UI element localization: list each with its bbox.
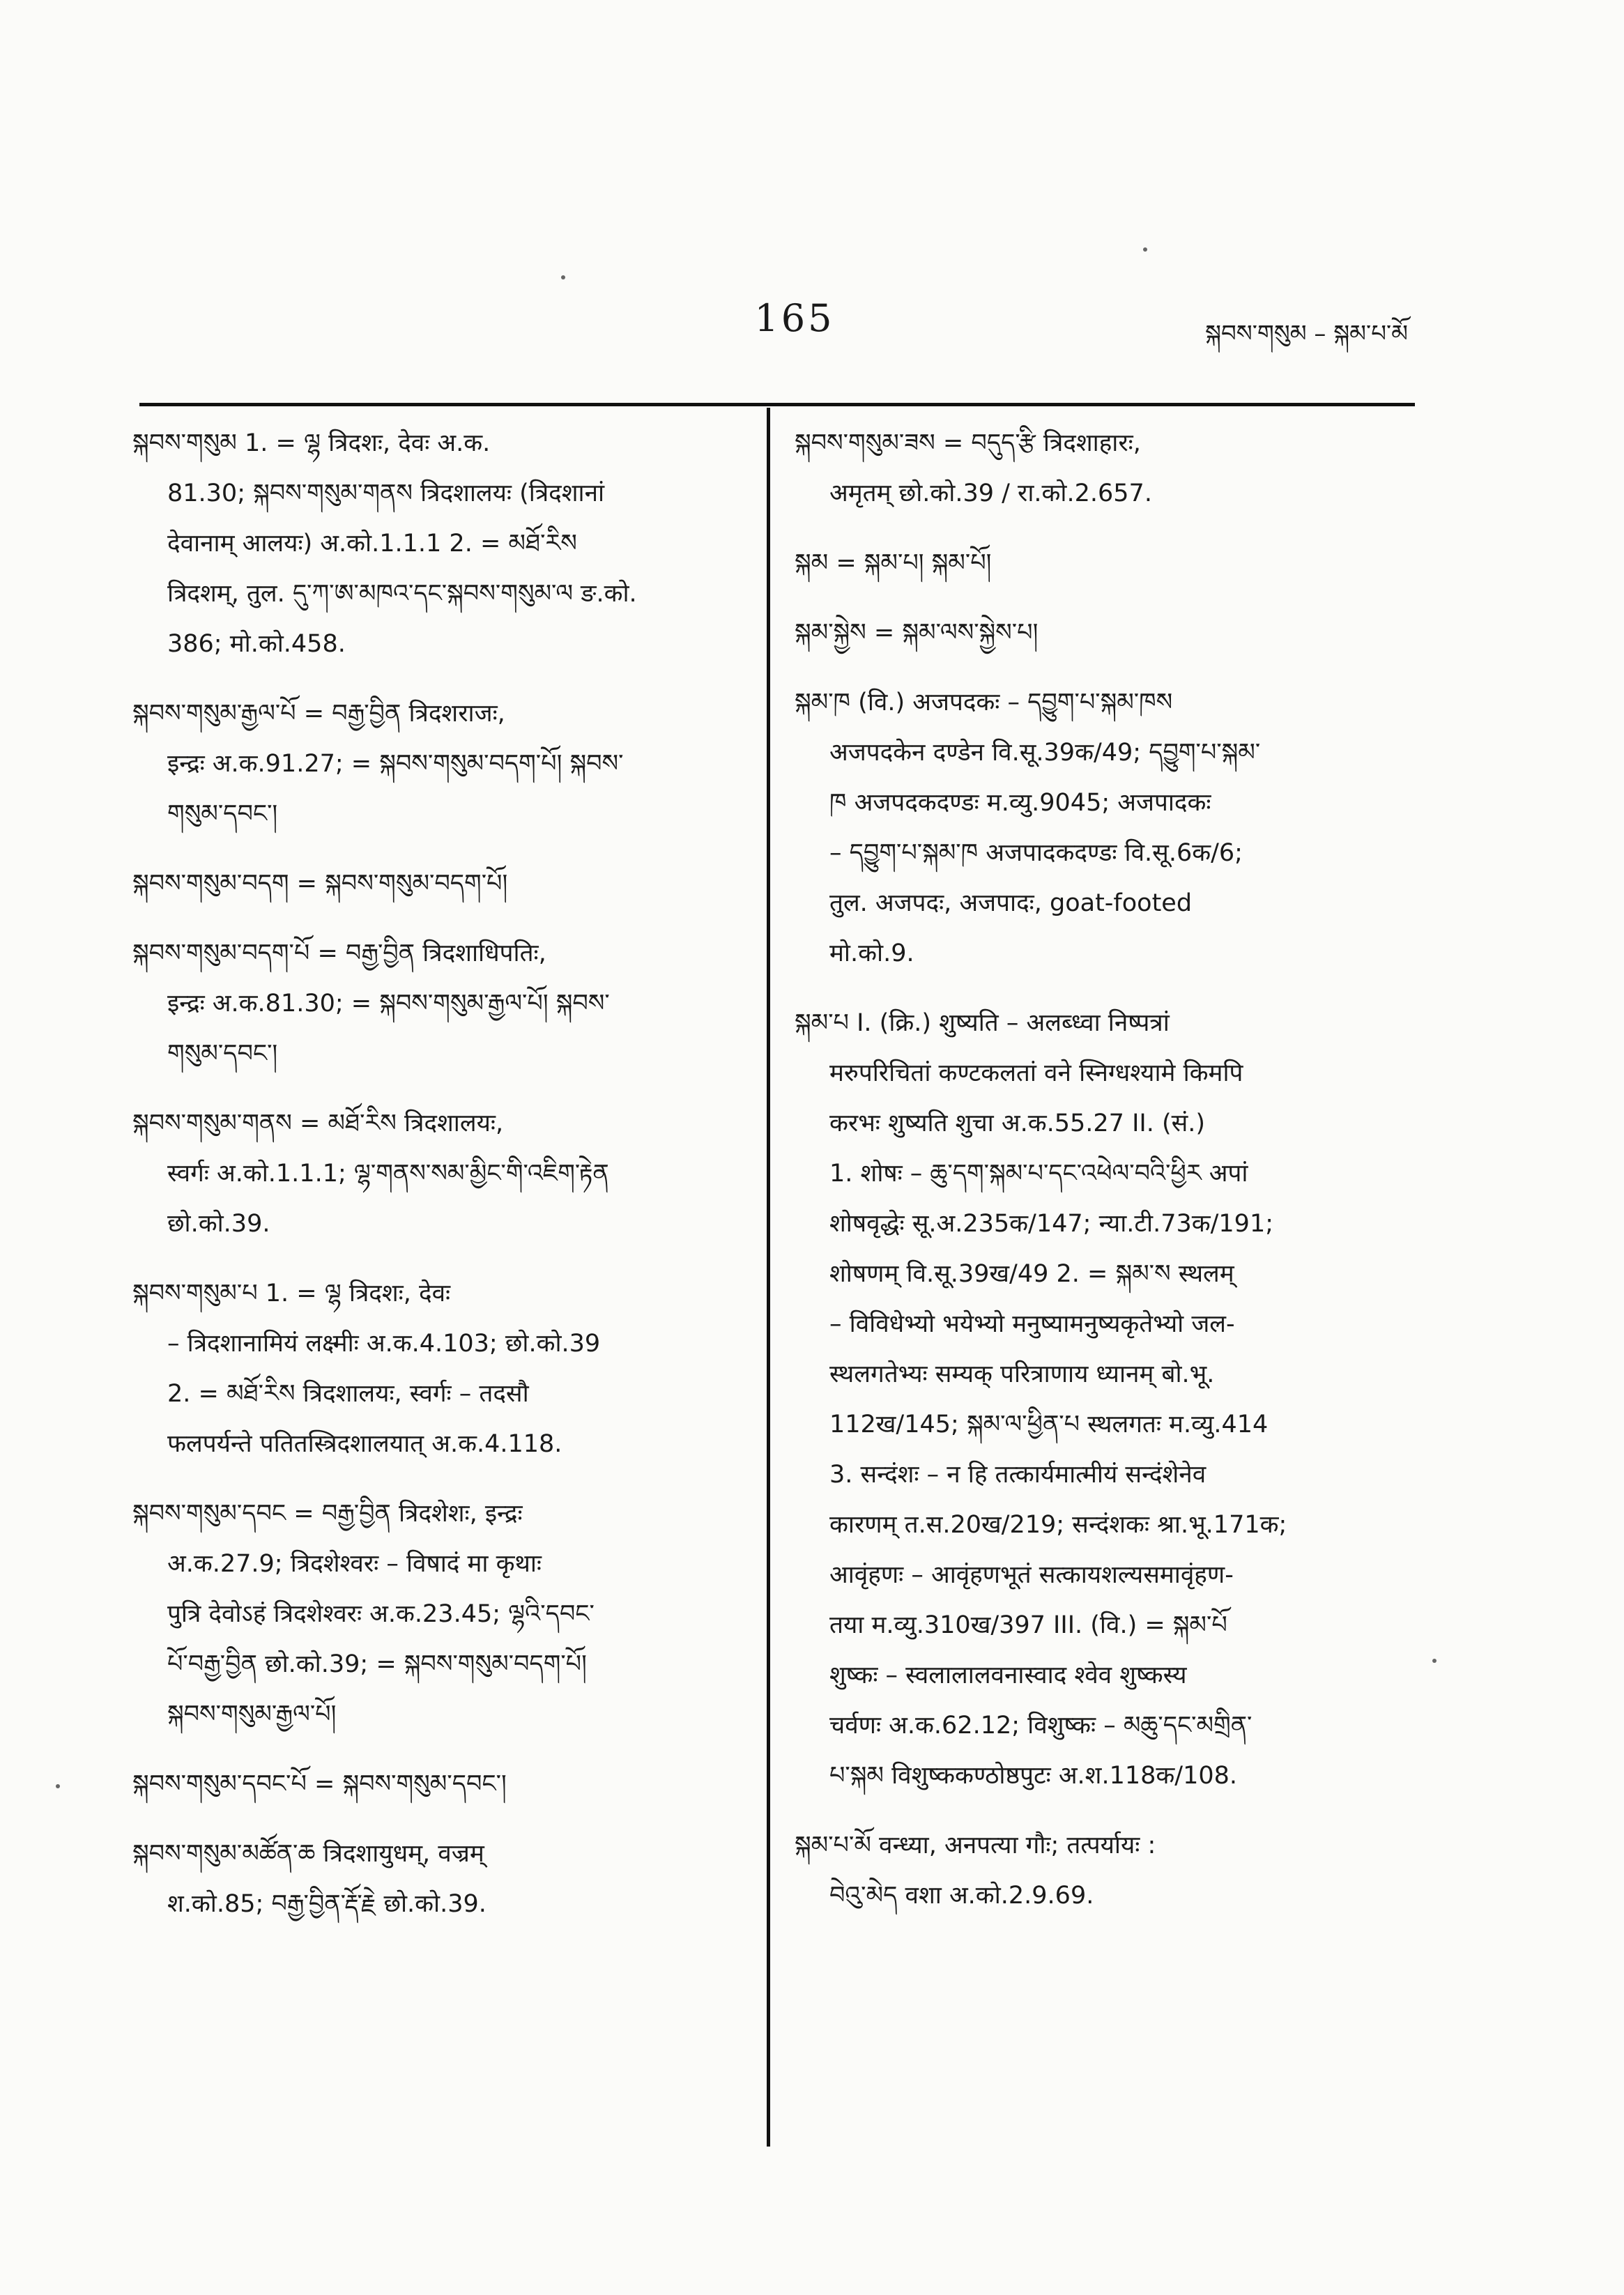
entry-line: – དབྱུག་པ་སྐམ་ཁ अजपादकदण्डः वि.सू.6क/6; xyxy=(829,839,1243,867)
entry-line: གསུམ་དབང་། xyxy=(167,1040,278,1068)
dictionary-entry xyxy=(132,689,746,839)
entry-headword-line: སྐབས་གསུམ་གནས = མཐོ་རིས त्रिदशालयः, xyxy=(132,1110,504,1137)
entry-line: तया म.व्यु.310ख/397 III. (वि.) = སྐམ་པོ xyxy=(829,1611,1227,1639)
entry-line: इन्द्रः अ.क.91.27; = སྐབས་གསུམ་བདག་པོ། སྐབས་ xyxy=(167,750,624,778)
entry-headword-line: སྐབས་གསུམ་རྒྱལ་པོ = བརྒྱ་བྱིན त्रिदशराजः, xyxy=(132,700,505,728)
entry-line: 112ख/145; སྐམ་ལ་ཕྱིན་པ स्थलगतः म.व्यु.414 xyxy=(829,1411,1269,1438)
entry-headword-line: སྐམ = སྐམ་པ། སྐམ་པོ། xyxy=(795,549,992,577)
column-rule xyxy=(767,408,770,2147)
dictionary-entry xyxy=(795,608,1408,658)
entry-headword-line: སྐམ་པ I. (क्रि.) शुष्यति – अलब्ध्वा निष्पत्रां xyxy=(795,1009,1170,1037)
dictionary-entry xyxy=(132,859,746,909)
entry-line: आवृंहणः – आवृंहणभूतं सत्कायशल्यसमावृंहण- xyxy=(829,1561,1234,1589)
entry-headword-line: སྐབས་གསུམ་དབང = བརྒྱ་བྱིན त्रिदशेशः, इन्द्रः xyxy=(132,1500,523,1528)
dictionary-entry xyxy=(795,418,1408,519)
dictionary-entry xyxy=(132,928,746,1079)
entry-line: पुत्रि देवोऽहं त्रिदशेश्वरः अ.क.23.45; ལྷའི་དབང་ xyxy=(167,1600,595,1628)
entry-headword-line: སྐམ་ཁ (वि.) अजपदकः – དབྱུག་པ་སྐམ་ཁས xyxy=(795,689,1173,716)
entry-line: मो.को.9. xyxy=(829,939,914,967)
entry-line: स्वर्गः अ.को.1.1.1; ལྷ་གནས་སམ་མྱིང་གི་འཇིག་རྟེན xyxy=(167,1160,609,1188)
entry-headword-line: སྐབས་གསུམ་དབང་པོ = སྐབས་གསུམ་དབང་། xyxy=(132,1770,507,1798)
entry-headword-line: སྐབས་གསུམ་བདག = སྐབས་གསུམ་བདག་པོ། xyxy=(132,870,508,898)
entry-headword-line: སྐབས་གསུམ་ཟས = བདུད་རྩི त्रिदशाहारः, xyxy=(795,429,1141,457)
entry-line: གསུམ་དབང་། xyxy=(167,800,278,828)
scan-speck xyxy=(1143,247,1147,252)
dictionary-entry xyxy=(132,1759,746,1809)
entry-line: 2. = མཐོ་རིས त्रिदशालयः, स्वर्गः – तदसौ xyxy=(167,1380,529,1408)
dictionary-entry xyxy=(132,1098,746,1249)
entry-line: त्रिदशम्, तुल. དུ་ཀ་ཨ་མཁའ་དང་སྐབས་གསུམ་ལ ङ.को. xyxy=(167,580,637,608)
entry-line: अजपदकेन दण्डेन वि.सू.39क/49; དབྱུག་པ་སྐམ་ xyxy=(829,739,1261,767)
dictionary-entry xyxy=(795,677,1408,978)
entry-line: अमृतम् छो.को.39 / रा.को.2.657. xyxy=(829,479,1152,507)
entry-headword-line: སྐམ་སྐྱེས = སྐམ་ལས་སྐྱེས་པ། xyxy=(795,619,1039,647)
entry-line: 1. शोषः – ཆུ་དག་སྐམ་པ་དང་འཕེལ་བའི་ཕྱིར अपां xyxy=(829,1160,1248,1188)
entry-line: 386; मो.को.458. xyxy=(167,630,346,658)
entry-line: པོ་བརྒྱ་བྱིན छो.को.39; = སྐབས་གསུམ་བདག་པོ། xyxy=(167,1650,587,1678)
entry-line: तुल. अजपदः, अजपादः, goat-footed xyxy=(829,889,1193,917)
scan-speck xyxy=(56,1784,60,1788)
entry-line: अ.क.27.9; त्रिदशेश्वरः – विषादं मा कृथाः xyxy=(167,1550,542,1578)
entry-line: – त्रिदशानामियं लक्ष्मीः अ.क.4.103; छो.को.39 xyxy=(167,1330,601,1358)
entry-line: स्थलगतेभ्यः सम्यक् परित्राणाय ध्यानम् बो.भू. xyxy=(829,1360,1215,1388)
dictionary-entry xyxy=(132,1268,746,1469)
scan-speck xyxy=(561,275,565,279)
page-number: 165 xyxy=(754,296,835,340)
entry-line: པ་སྐམ विशुष्ककण्ठोष्ठपुटः अ.श.118क/108. xyxy=(829,1762,1238,1790)
entry-line: करभः शुष्यति शुचा अ.क.55.27 II. (सं.) xyxy=(829,1110,1206,1137)
dictionary-entry xyxy=(132,1489,746,1740)
dictionary-entry xyxy=(795,538,1408,588)
entry-line: देवानाम् आलयः) अ.को.1.1.1 2. = མཐོ་རིས xyxy=(167,530,577,558)
entry-line: ཁ अजपदकदण्डः म.व्यु.9045; अजपादकः xyxy=(829,789,1211,817)
scan-speck xyxy=(1432,1659,1437,1663)
entry-line: फलपर्यन्ते पतितस्त्रिदशालयात् अ.क.4.118. xyxy=(167,1430,562,1458)
entry-headword-line: སྐབས་གསུམ་པ 1. = ལྷ त्रिदशः, देवः xyxy=(132,1280,451,1307)
entry-line: 3. सन्दंशः – न हि तत्कार्यमात्मीयं सन्दंशेनेव xyxy=(829,1461,1206,1489)
right-column xyxy=(795,418,1408,1940)
entry-line: སྐབས་གསུམ་རྒྱལ་པོ། xyxy=(167,1701,337,1728)
entry-headword-line: སྐམ་པ་མོ वन्ध्या, अनपत्या गौः; तत्पर्यायः : xyxy=(795,1832,1156,1859)
entry-line: छो.को.39. xyxy=(167,1210,270,1238)
dictionary-entry xyxy=(132,1829,746,1929)
entry-line: བེའུ་མེད वशा अ.को.2.9.69. xyxy=(829,1882,1094,1910)
entry-line: – विविधेभ्यो भयेभ्यो मनुष्यामनुष्यकृतेभ्यो जल- xyxy=(829,1310,1235,1338)
entry-line: 81.30; སྐབས་གསུམ་གནས त्रिदशालयः (त्रिदशानां xyxy=(167,479,605,507)
entry-line: मरुपरिचितां कण्टकलतां वने स्निग्धश्यामे किमपि xyxy=(829,1059,1243,1087)
entry-line: कारणम् त.स.20ख/219; सन्दंशकः श्रा.भू.171क; xyxy=(829,1511,1287,1539)
dictionary-entry xyxy=(795,1820,1408,1921)
entry-line: शोषवृद्धेः सू.अ.235क/147; न्या.टी.73क/191; xyxy=(829,1210,1274,1238)
entry-line: शोषणम् वि.सू.39ख/49 2. = སྐམ་ས स्थलम् xyxy=(829,1260,1234,1288)
dictionary-entry xyxy=(795,998,1408,1801)
left-column xyxy=(132,418,746,1949)
running-head: སྐབས་གསུམ – སྐམ་པ་མོ xyxy=(1205,320,1408,348)
entry-headword-line: སྐབས་གསུམ 1. = ལྷ त्रिदशः, देवः अ.क. xyxy=(132,429,491,457)
entry-line: चर्वणः अ.क.62.12; विशुष्कः – མཆུ་དང་མགྲིན་ xyxy=(829,1712,1253,1740)
entry-line: शुष्कः – स्वलालालवनास्वाद श्वेव शुष्कस्य xyxy=(829,1661,1187,1689)
entry-line: श.को.85; བརྒྱ་བྱིན་རྡོ་རྗེ छो.को.39. xyxy=(167,1890,487,1918)
dictionary-entry xyxy=(132,418,746,669)
entry-headword-line: སྐབས་གསུམ་བདག་པོ = བརྒྱ་བྱིན त्रिदशाधिपतिः, xyxy=(132,939,546,967)
entry-line: इन्द्रः अ.क.81.30; = སྐབས་གསུམ་རྒྱལ་པོ། སྐབས་ xyxy=(167,990,610,1018)
entry-headword-line: སྐབས་གསུམ་མཚོན་ཆ त्रिदशायुधम्, वज्रम् xyxy=(132,1840,484,1868)
header-rule xyxy=(139,403,1415,406)
